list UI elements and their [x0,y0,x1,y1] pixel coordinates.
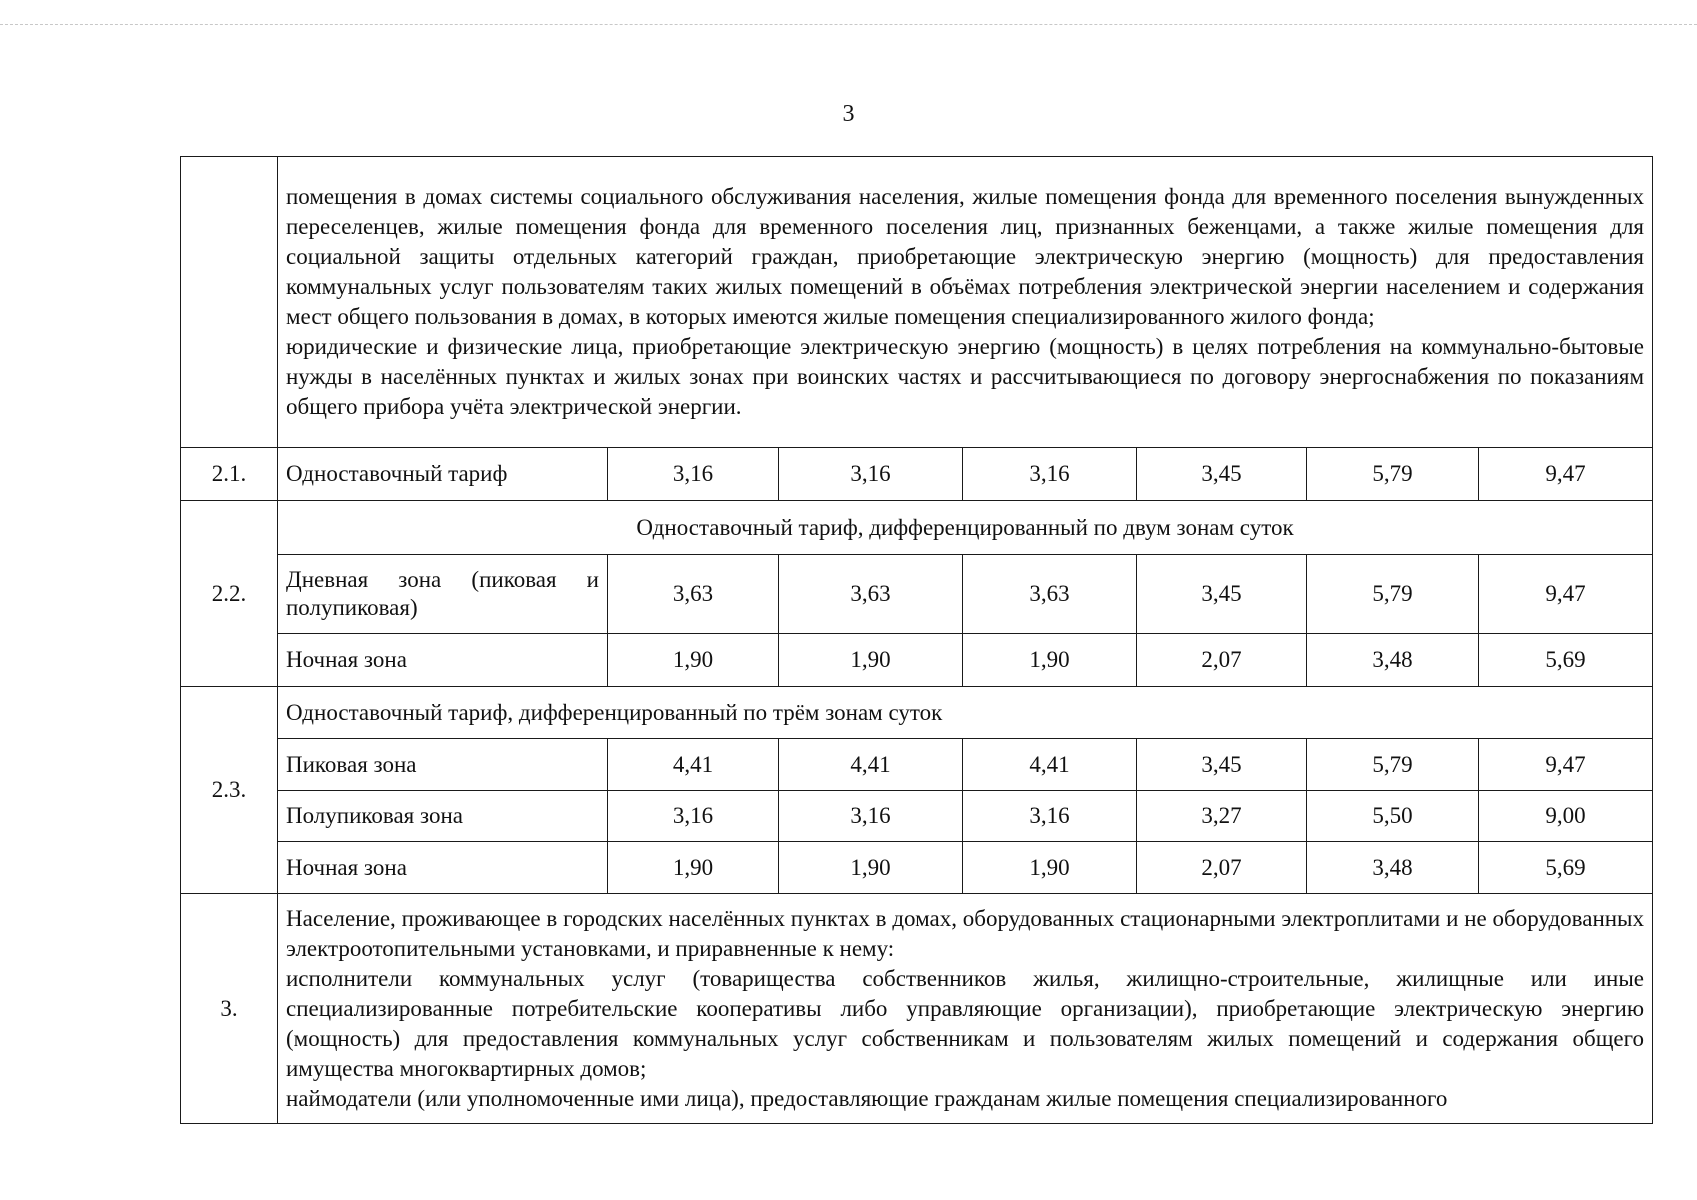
tariff-value: 4,41 [779,739,963,791]
tariff-value: 9,47 [1479,448,1653,501]
tariff-value: 1,90 [779,634,963,687]
tariff-value: 5,69 [1479,842,1653,894]
tariff-value: 3,48 [1307,634,1479,687]
tariff-value: 5,79 [1307,448,1479,501]
tariff-value: 1,90 [779,842,963,894]
group-title: Одноставочный тариф, дифференцированный по трём зонам суток [278,687,1653,739]
tariff-value: 3,16 [779,791,963,842]
row-index: 2.1. [181,448,278,501]
tariff-value: 9,00 [1479,791,1653,842]
tariff-value: 3,48 [1307,842,1479,894]
tariff-value: 1,90 [608,634,779,687]
table-row-2-3-night [181,842,1653,894]
tariff-value: 5,79 [1307,739,1479,791]
continuation-text-cell [278,157,1653,448]
row-label: Одноставочный тариф [278,448,608,501]
table-row-2-1 [181,448,1653,501]
scan-edge-line [0,24,1697,26]
tariff-value: 3,16 [963,448,1137,501]
tariff-value: 3,27 [1137,791,1307,842]
tariff-value: 5,50 [1307,791,1479,842]
tariff-value: 3,16 [963,791,1137,842]
tariff-value: 9,47 [1479,739,1653,791]
table-row-3 [181,894,1653,1124]
tariff-value: 3,45 [1137,555,1307,634]
tariff-value: 4,41 [608,739,779,791]
row-label: Полупиковая зона [278,791,608,842]
tariff-table [180,156,1653,1124]
row-index: 3. [181,894,278,1124]
table-row-2-2-night [181,634,1653,687]
section-3-paragraph: исполнители коммунальных услуг (товарищества собственников жилья, жилищно-строительные, жилищные или иные специализированные потребительские кооперативы либо управляющие организации), приобретающие электрическую энергию (мощность) для предоставления коммунальных услуг собственникам и пользователям жилых помещений и содержания общего имущества многоквартирных домов; [286,965,1645,1081]
section-3-paragraph: наймодатели (или уполномоченные ими лица), предоставляющие гражданам жилые помещения специализированного [286,1085,1448,1111]
tariff-value: 4,41 [963,739,1137,791]
page-number: 3 [842,101,855,127]
tariff-value: 3,16 [608,448,779,501]
tariff-value: 3,63 [779,555,963,634]
tariff-value: 2,07 [1137,634,1307,687]
tariff-value: 2,07 [1137,842,1307,894]
continuation-paragraph: помещения в домах системы социального обслуживания населения, жилые помещения фонда для временного поселения вынужденных переселенцев, жилые помещения фонда для временного поселения лиц, признанных беженцами, а также жилые помещения для социальной защиты отдельных категорий граждан, приобретающие электрическую энергию (мощность) для предоставления коммунальных услуг пользователям таких жилых помещений в объёмах потребления электрической энергии населением и содержания мест общего пользования в домах, в которых имеются жилые помещения специализированного жилого фонда; [286,184,1645,329]
row-label: Ночная зона [278,842,608,894]
table-row-2-3-semipeak [181,791,1653,842]
tariff-value: 9,47 [1479,555,1653,634]
tariff-value: 5,69 [1479,634,1653,687]
index-cell-empty [181,157,278,448]
table-row-2-2-day [181,555,1653,634]
tariff-value: 3,45 [1137,448,1307,501]
tariff-value: 5,79 [1307,555,1479,634]
row-label: Дневная зона (пиковая и полупиковая) [278,555,608,634]
section-3-paragraph: Население, проживающее в городских населённых пунктах в домах, оборудованных стационарными электроплитами и не оборудованных электроотопительными установками, и приравненные к нему: [286,905,1645,961]
tariff-value: 1,90 [963,634,1137,687]
tariff-value: 3,63 [608,555,779,634]
group-title: Одноставочный тариф, дифференцированный по двум зонам суток [278,501,1653,555]
row-index: 2.2. [181,501,278,687]
tariff-value: 1,90 [608,842,779,894]
tariff-value: 3,16 [779,448,963,501]
section-3-text-cell [278,894,1653,1124]
tariff-value: 3,45 [1137,739,1307,791]
tariff-value: 3,63 [963,555,1137,634]
row-label: Ночная зона [278,634,608,687]
tariff-value: 3,16 [608,791,779,842]
table-row-continuation [181,157,1653,448]
tariff-value: 1,90 [963,842,1137,894]
table-row-2-2-title [181,501,1653,555]
row-index: 2.3. [181,687,278,894]
row-label: Пиковая зона [278,739,608,791]
table-row-2-3-title [181,687,1653,739]
table-row-2-3-peak [181,739,1653,791]
continuation-paragraph: юридические и физические лица, приобретающие электрическую энергию (мощность) в целях потребления на коммунально-бытовые нужды в населённых пунктах и жилых зонах при воинских частях и рассчитывающиеся по договору энергоснабжения по показаниям общего прибора учёта электрической энергии. [286,334,1645,419]
